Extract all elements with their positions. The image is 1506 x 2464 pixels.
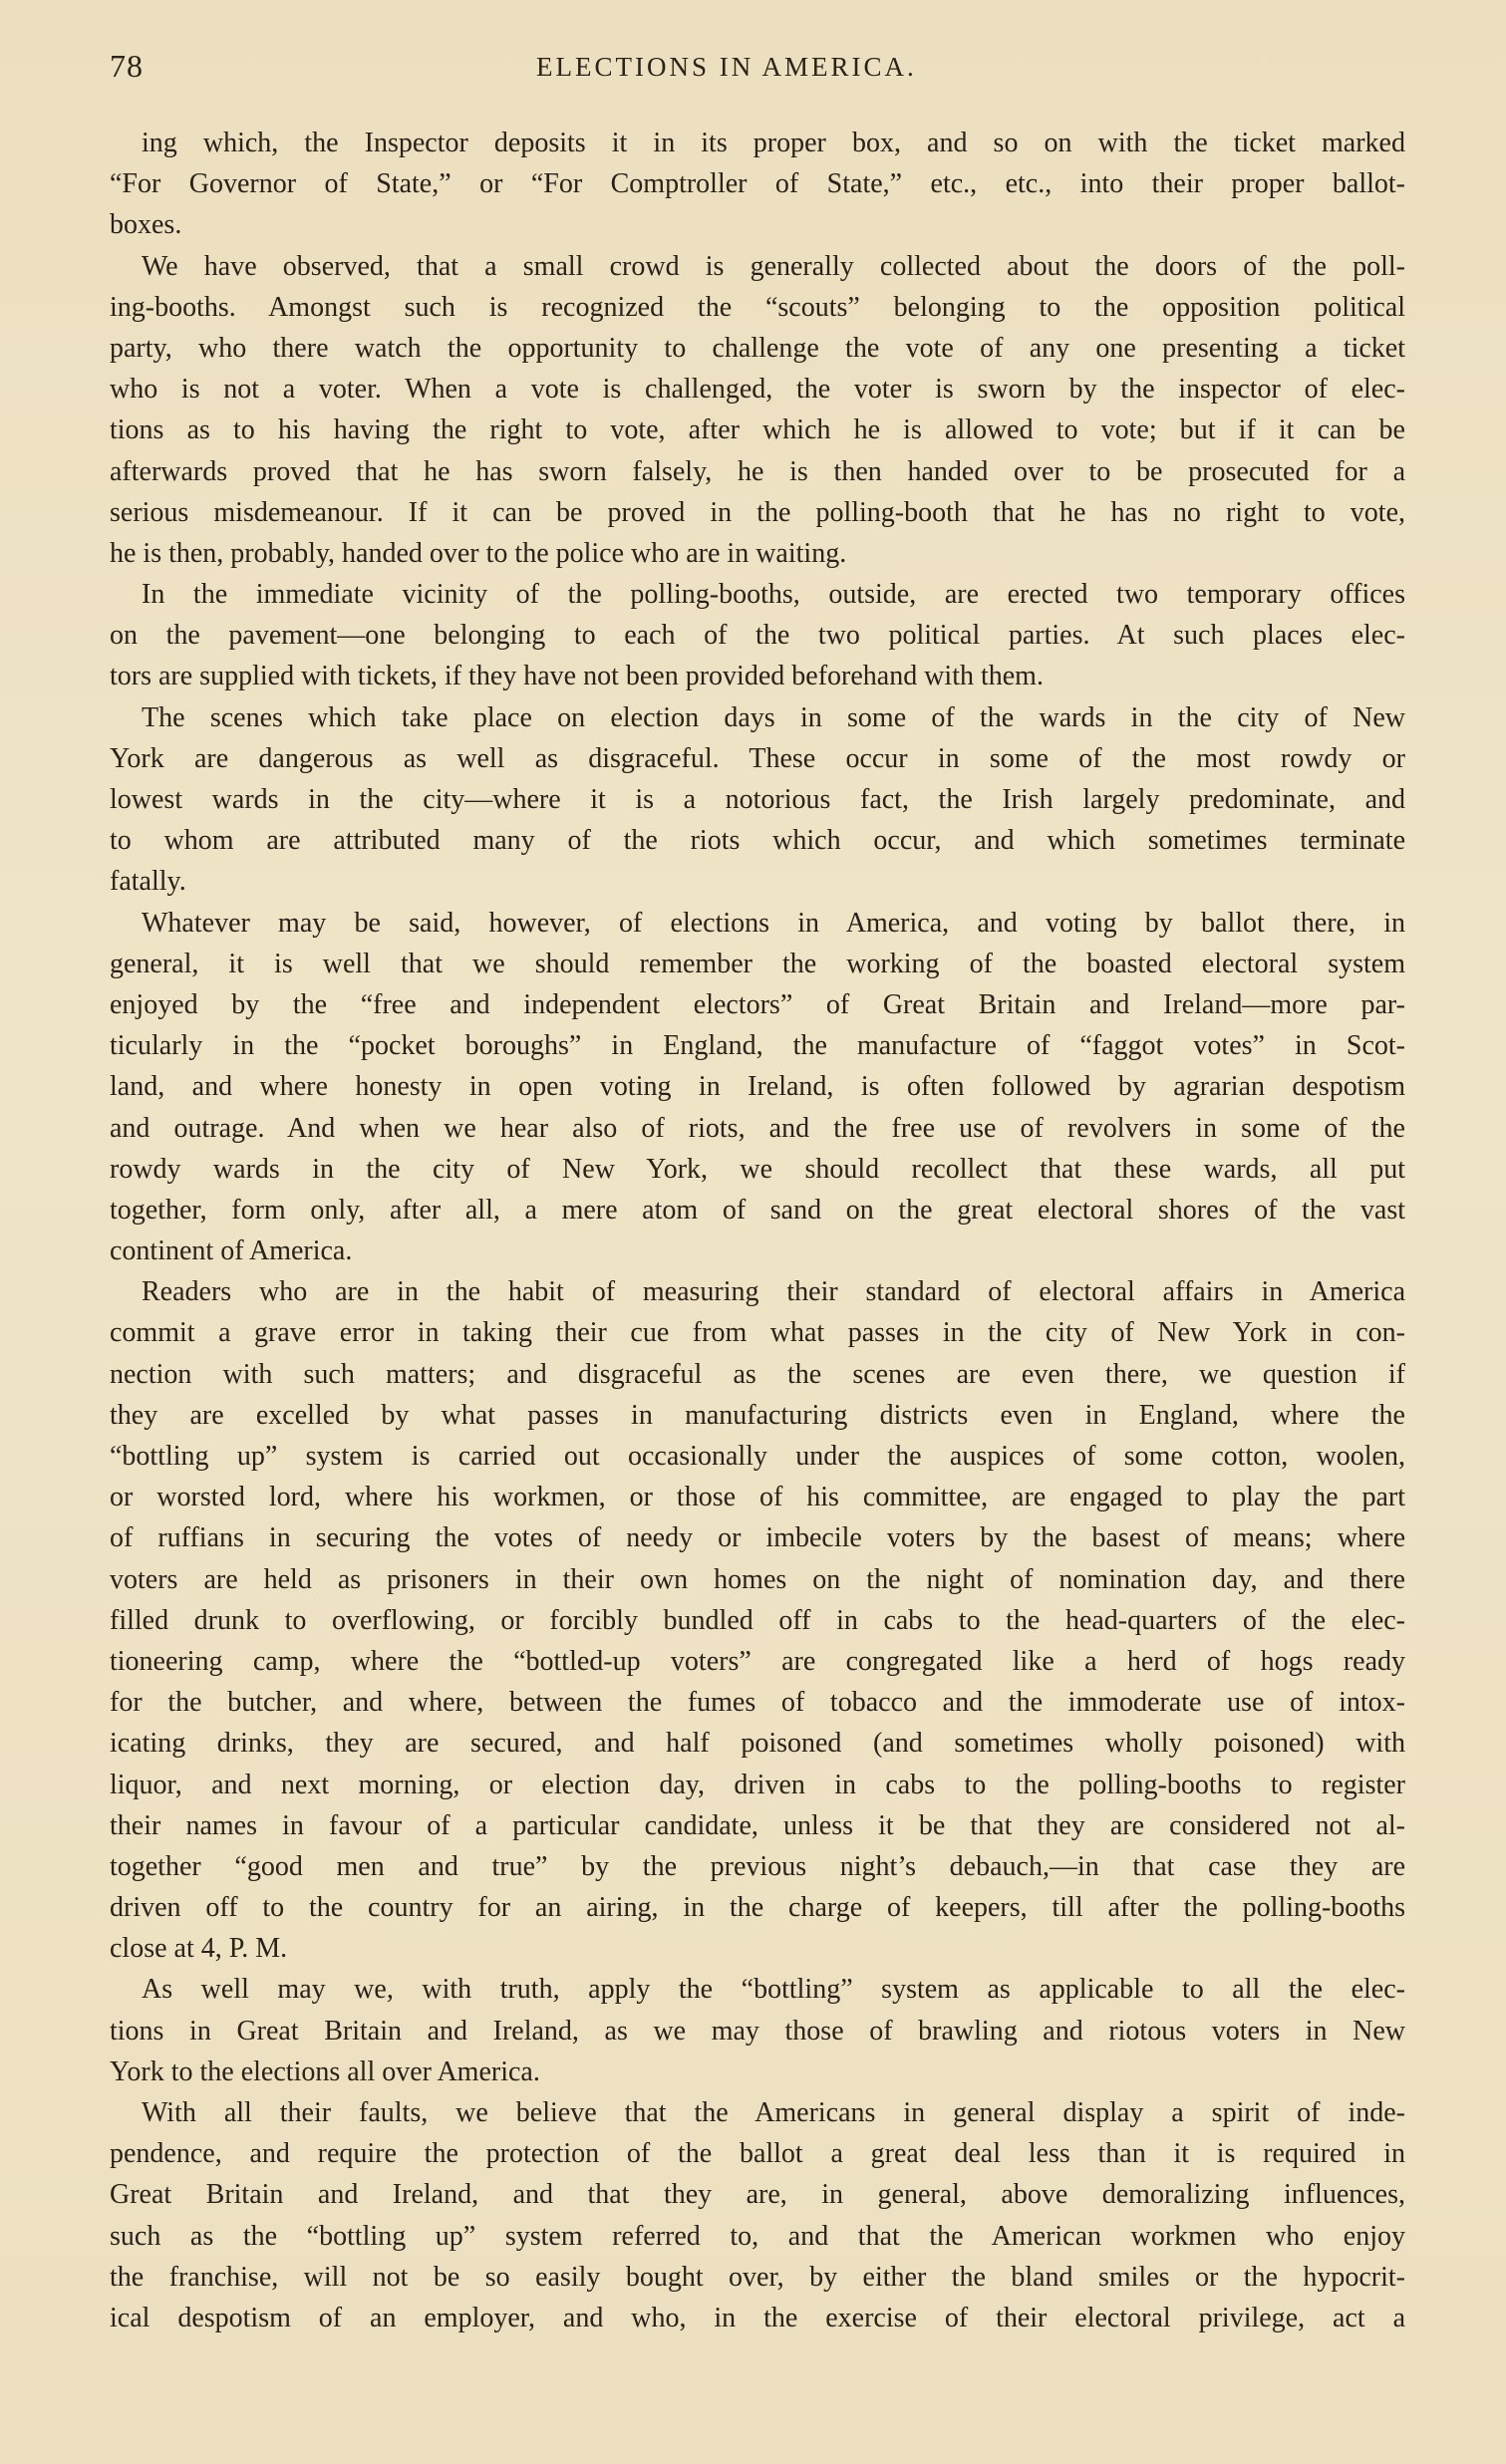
text-line: such as the “bottling up” system referred to, and that the American workmen who enjoy	[110, 2220, 1405, 2252]
text-line: “bottling up” system is carried out occasionally under the auspices of some cotton, woolen,	[110, 1441, 1405, 1472]
page-header	[110, 48, 1405, 88]
text-line: afterwards proved that he has sworn falsely, he is then handed over to be prosecuted for a	[110, 455, 1405, 487]
paragraph	[110, 123, 1405, 246]
text-line: general, it is well that we should remember the working of the boasted electoral system	[110, 948, 1405, 979]
text-line: or worsted lord, where his workmen, or those of his committee, are engaged to play the part	[110, 1482, 1405, 1513]
text-line: voters are held as prisoners in their own homes on the night of nomination day, and there	[110, 1563, 1405, 1595]
text-line: Readers who are in the habit of measuring their standard of electoral affairs in America	[142, 1276, 1405, 1308]
running-head: ELECTIONS IN AMERICA.	[536, 52, 917, 82]
paragraph	[110, 574, 1405, 697]
text-line: close at 4, P. M.	[110, 1933, 288, 1965]
text-line: ing which, the Inspector deposits it in its proper box, and so on with the ticket marked	[142, 128, 1405, 158]
text-line: In the immediate vicinity of the polling-booths, outside, are erected two temporary offices	[142, 579, 1405, 611]
text-line: he is then, probably, handed over to the police who are in waiting.	[110, 537, 847, 569]
text-line: rowdy wards in the city of New York, we should recollect that these wards, all put	[110, 1153, 1405, 1185]
text-line: together “good men and true” by the previous night’s debauch,—in that case they are	[110, 1850, 1405, 1882]
text-line: “For Governor of State,” or “For Comptroller of State,” etc., etc., into their proper ballot-	[110, 168, 1405, 200]
text-line: icating drinks, they are secured, and half poisoned (and sometimes wholly poisoned) with	[110, 1728, 1405, 1760]
text-line: party, who there watch the opportunity to challenge the vote of any one presenting a ticket	[110, 332, 1405, 364]
text-line: tions in Great Britain and Ireland, as we may those of brawling and riotous voters in New	[110, 2015, 1405, 2047]
text-line: ing-booths. Amongst such is recognized the “scouts” belonging to the opposition political	[110, 291, 1405, 323]
text-line: York to the elections all over America.	[110, 2055, 540, 2087]
paragraph	[110, 697, 1405, 903]
text-line: fatally.	[110, 866, 186, 898]
text-line: commit a grave error in taking their cue from what passes in the city of New York in con-	[110, 1317, 1405, 1349]
text-line: Great Britain and Ireland, and that they are, in general, above demoralizing influences,	[110, 2179, 1405, 2211]
text-line: boxes.	[110, 209, 182, 241]
text-line: The scenes which take place on election days in some of the wards in the city of New	[142, 701, 1405, 733]
text-line: for the butcher, and where, between the fumes of tobacco and the immoderate use of intox-	[110, 1687, 1405, 1719]
text-line: the franchise, will not be so easily bought over, by either the bland smiles or the hypocrit-	[110, 2261, 1405, 2293]
text-line: and outrage. And when we hear also of riots, and the free use of revolvers in some of the	[110, 1112, 1405, 1144]
text-line: together, form only, after all, a mere atom of sand on the great electoral shores of the vast	[110, 1194, 1405, 1226]
text-line: tioneering camp, where the “bottled-up voters” are congregated like a herd of hogs ready	[110, 1645, 1405, 1677]
text-line: their names in favour of a particular candidate, unless it be that they are considered not al-	[110, 1809, 1405, 1841]
text-line: land, and where honesty in open voting in Ireland, is often followed by agrarian despotism	[110, 1071, 1405, 1103]
text-line: Whatever may be said, however, of elections in America, and voting by ballot there, in	[142, 907, 1405, 939]
body-text	[110, 123, 1405, 2338]
text-line: tors are supplied with tickets, if they have not been provided beforehand with them.	[110, 661, 1044, 692]
text-line: serious misdemeanour. If it can be proved in the polling-booth that he has no right to vote,	[110, 496, 1405, 528]
paragraph	[110, 903, 1405, 1272]
paragraph	[110, 1969, 1405, 2092]
text-line: ical despotism of an employer, and who, in the exercise of their electoral privilege, act a	[110, 2302, 1405, 2333]
text-line: driven off to the country for an airing, in the charge of keepers, till after the polling-booths	[110, 1892, 1405, 1924]
text-line: tions as to his having the right to vote, after which he is allowed to vote; but if it can be	[110, 414, 1405, 446]
paragraph	[110, 246, 1405, 575]
text-line: of ruffians in securing the votes of needy or imbecile voters by the basest of means; where	[110, 1522, 1405, 1554]
paragraph	[110, 1271, 1405, 1969]
text-line: pendence, and require the protection of the ballot a great deal less than it is required in	[110, 2138, 1405, 2170]
text-line: filled drunk to overflowing, or forcibly bundled off in cabs to the head-quarters of the elec-	[110, 1604, 1405, 1636]
paragraph	[110, 2092, 1405, 2338]
text-line: who is not a voter. When a vote is challenged, the voter is sworn by the inspector of elec-	[110, 374, 1405, 406]
text-line: enjoyed by the “free and independent electors” of Great Britain and Ireland—more par-	[110, 988, 1405, 1020]
text-line: With all their faults, we believe that the Americans in general display a spirit of inde-	[142, 2097, 1405, 2128]
text-line: We have observed, that a small crowd is generally collected about the doors of the poll-	[142, 250, 1405, 282]
text-line: As well may we, with truth, apply the “bottling” system as applicable to all the elec-	[142, 1974, 1405, 2006]
text-line: York are dangerous as well as disgraceful. These occur in some of the most rowdy or	[110, 742, 1405, 774]
text-line: nection with such matters; and disgraceful as the scenes are even there, we question if	[110, 1358, 1405, 1390]
text-line: they are excelled by what passes in manufacturing districts even in England, where the	[110, 1399, 1405, 1431]
text-line: on the pavement—one belonging to each of the two political parties. At such places elec-	[110, 620, 1405, 652]
text-line: ticularly in the “pocket boroughs” in England, the manufacture of “faggot votes” in Scot-	[110, 1030, 1405, 1062]
text-line: continent of America.	[110, 1235, 353, 1267]
page-number: 78	[110, 48, 144, 84]
text-line: to whom are attributed many of the riots which occur, and which sometimes terminate	[110, 825, 1405, 857]
text-line: liquor, and next morning, or election day, driven in cabs to the polling-booths to register	[110, 1769, 1405, 1800]
text-line: lowest wards in the city—where it is a notorious fact, the Irish largely predominate, and	[110, 784, 1405, 815]
